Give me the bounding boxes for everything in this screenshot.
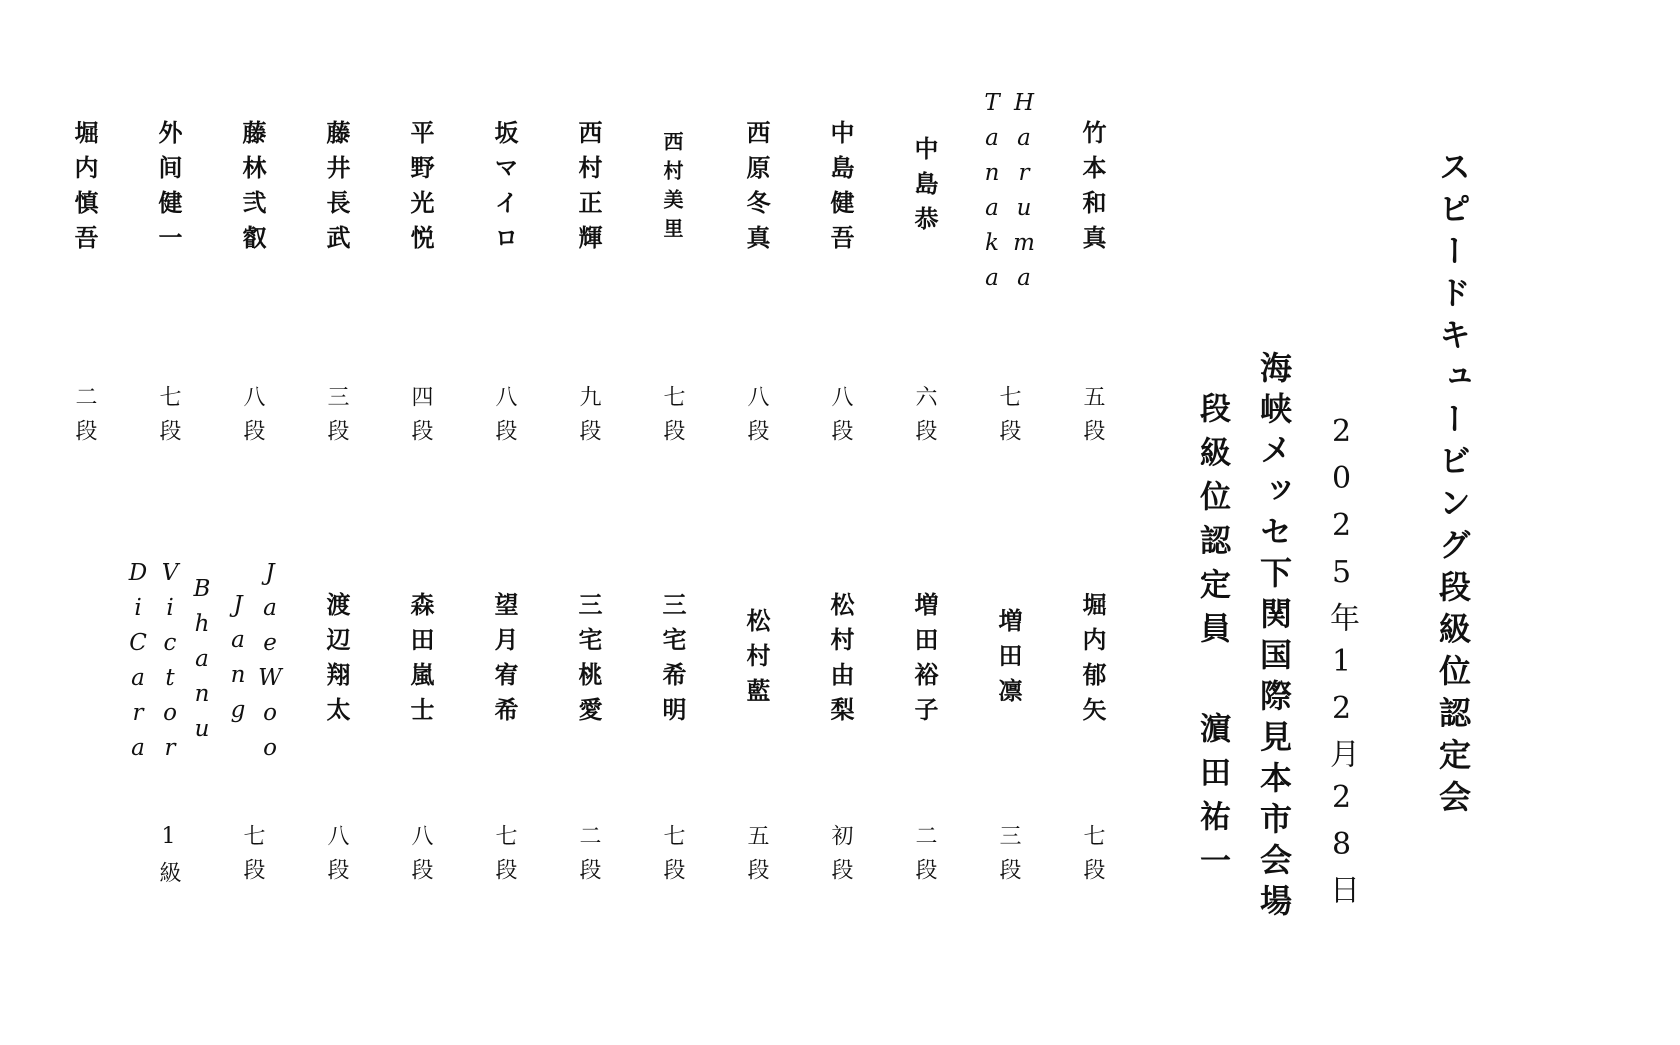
participant-name: 増田裕子: [910, 592, 939, 732]
participant-name: 三宅希明: [658, 592, 687, 732]
participant-rank: 九段: [576, 385, 601, 453]
participant-name: 森田嵐士: [406, 592, 435, 732]
participant-name: Bhanu: [189, 576, 215, 751]
participant-rank: 七段: [996, 385, 1021, 453]
participant-name: 三宅桃愛: [574, 592, 603, 732]
participant-name: 坂マイロ: [490, 120, 519, 260]
participant-rank: 六段: [912, 385, 937, 453]
participant-rank: 五段: [1080, 385, 1105, 453]
participant-name: 渡辺翔太: [322, 592, 351, 732]
participant-rank: 七段: [156, 385, 181, 453]
participant-name: Haruma: [1011, 90, 1037, 300]
participant-rank: 五段: [744, 824, 769, 892]
participant-name: JaeWoo: [257, 560, 283, 770]
examiner-name: 濵田祐一: [1194, 712, 1230, 888]
participant-name: 中島恭: [910, 136, 939, 241]
participant-name: 平野光悦: [406, 120, 435, 260]
participant-rank: 二段: [912, 824, 937, 892]
participant-rank: 七段: [660, 385, 685, 453]
participant-rank: 初段: [828, 824, 853, 892]
participant-rank: 八段: [324, 824, 349, 892]
event-date: 2025年12月28日: [1324, 414, 1359, 916]
participant-rank: 二段: [576, 824, 601, 892]
participant-name: 藤井長武: [322, 120, 351, 260]
participant-rank: 1級: [156, 824, 181, 895]
participant-name: 西村正輝: [574, 120, 603, 260]
examiner-label: 段級位認定員: [1194, 392, 1230, 656]
participant-name: 西原冬真: [742, 120, 771, 260]
participant-rank: 七段: [660, 824, 685, 892]
participant-name: 増田凛: [994, 608, 1023, 713]
participant-name: Jang: [225, 592, 251, 732]
participant-name: 松村由梨: [826, 592, 855, 732]
participant-rank: 七段: [1080, 824, 1105, 892]
participant-rank: 八段: [240, 385, 265, 453]
event-title: スピードキュービング段級位認定会: [1434, 150, 1472, 822]
participant-name: 松村藍: [742, 608, 771, 713]
participant-rank: 三段: [324, 385, 349, 453]
event-venue: 海峡メッセ下関国際見本市会場: [1255, 351, 1293, 925]
participant-name: DiCara: [125, 560, 151, 770]
participant-name: 堀内慎吾: [70, 120, 99, 260]
participant-name: 藤林弐叡: [238, 120, 267, 260]
participant-name: 堀内郁矢: [1078, 592, 1107, 732]
participant-rank: 三段: [996, 824, 1021, 892]
participant-rank: 八段: [828, 385, 853, 453]
participant-rank: 二段: [72, 385, 97, 453]
participant-rank: 七段: [492, 824, 517, 892]
participant-rank: 四段: [408, 385, 433, 453]
participant-name: 中島健吾: [826, 120, 855, 260]
participant-name: 外间健一: [154, 120, 183, 260]
participant-name: 西村美里: [660, 131, 684, 247]
participant-rank: 八段: [408, 824, 433, 892]
participant-rank: 七段: [240, 824, 265, 892]
participant-name: Victor: [157, 560, 183, 770]
participant-rank: 八段: [744, 385, 769, 453]
participant-name: 竹本和真: [1078, 120, 1107, 260]
participant-name: 望月宥希: [490, 592, 519, 732]
participant-name: Tanaka: [979, 90, 1005, 300]
participant-rank: 八段: [492, 385, 517, 453]
